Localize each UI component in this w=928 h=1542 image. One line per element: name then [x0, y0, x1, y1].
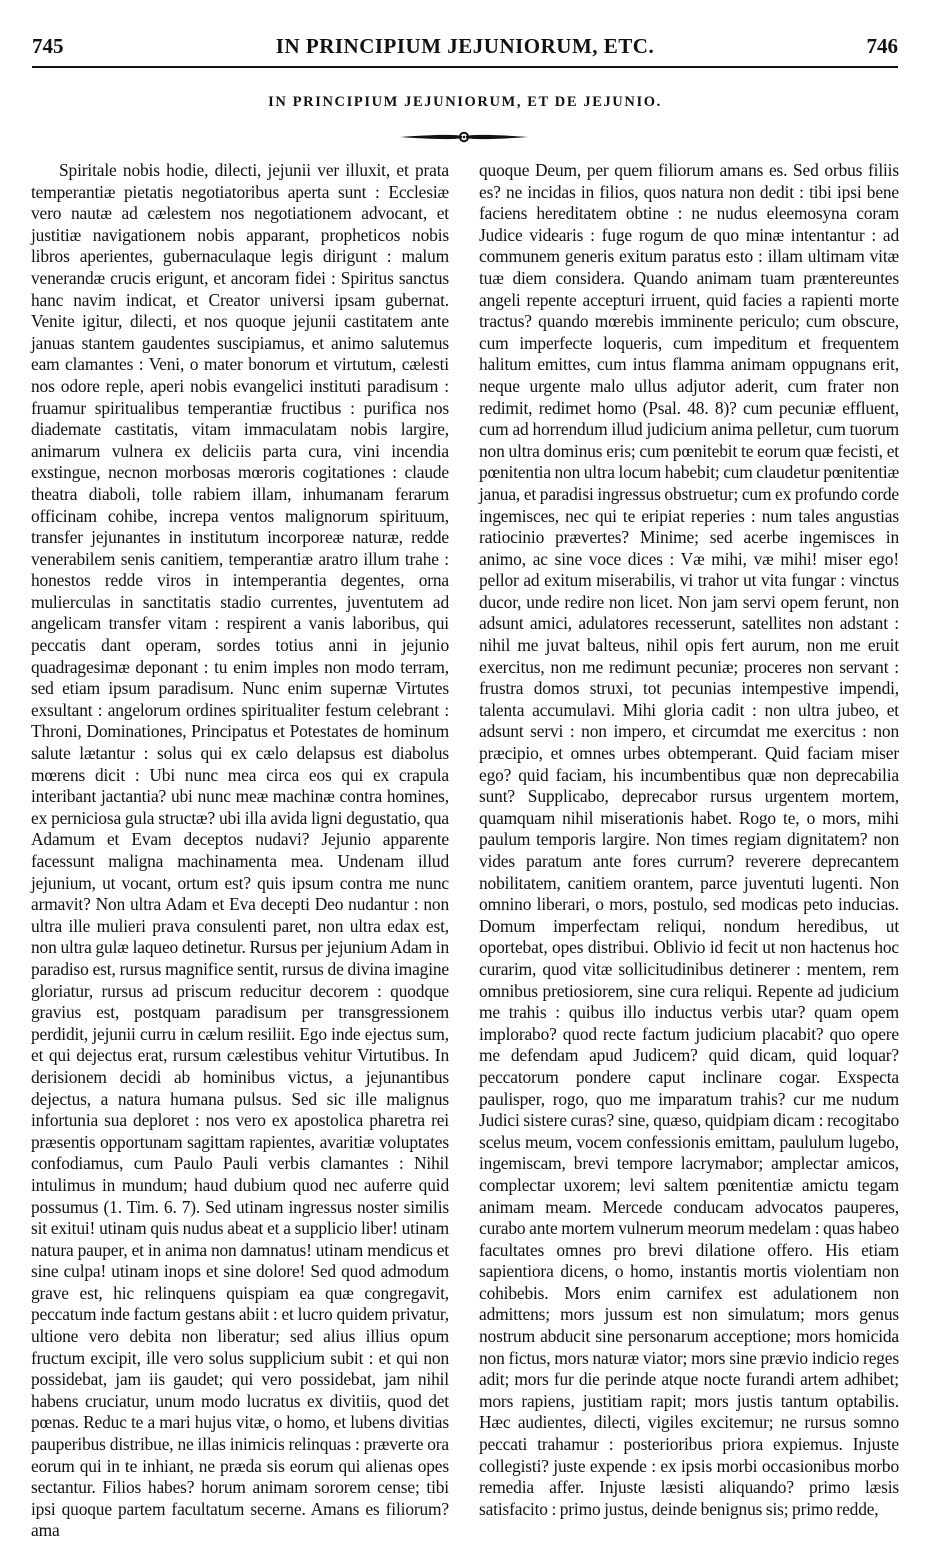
running-head — [32, 34, 898, 60]
column-right-text: quoque Deum, per quem filiorum amans es. Sed orbus filiis es? ne incidas in filios, quos natura non dedit : tibi ipsi bene faciens hereditatem obtine : ne nudus eleemosyna coram Judice videaris : fuge rogum de quo minæ intentantur : ad communem generis exitum paratus esto : illam ultimam vitæ tuæ diem considera. Quando animam tuam præntereuntes angeli repente accepturi irruent, quid facies a rapienti morte tractus? quando mœrebis imminente periculo; cum obscure, cum imperfecte loqueris, cum impeditum et frequentem halitum emittes, cum intus flamma animam oppugnans erit, neque urgente malo ullus adjutor aderit, cum frater non redimit, redimet homo (Psal. 48. 8)? cum pecuniæ effluent, cum ad horrendum illud judicium anima pelletur, cum tuorum non ultra dominus eris; cum pœnitebit te eorum quæ fecisti, et pœnitentia non ultra locum habebit; cum claudetur pœnitentiæ janua, et paradisi ingressus obstruetur; cum ex profundo corde ingemisces, nec qui te eripiat reperies : num tales angustias ratiocinio prævertes? Minime; sed acerbe ingemisces in animo, ac sine voce dices : Væ mihi, væ mihi! miser ego! pellor ad exitum miserabilis, vi trahor ut vita fungar : vinctus ducor, unde redire non licet. Non jam servi opem ferunt, non adsunt amici, adulatores recesserunt, satellites non adstant : nihil me juvat balteus, nihil opis fert aurum, non me eruit exercitus, non me redimunt pecuniæ; proceres non servant : frustra domos struxi, tot pecunias intempestive impendi, talenta accumulavi. Mihi gloria cadit : non ultra jubeo, et adsunt servi : non impero, et circumdat me exercitus : non præcipio, et omnes urbes obtemperant. Quid faciam miser ego? quid faciam, his incumbentibus quæ non deprecabilia sunt? Supplicabo, deprecabor rursus urgentem mortem, quamquam nihil miserationis habet. Rogo te, o mors, mihi paulum temporis largire. Non times regiam dignitatem? non vides paratum ante fores currum? reverere deprecantem nobilitatem, canitiem orantem, parce juventuti lugenti. Non omnino liberari, o mors, postulo, sed modicas peto inducias. Domum imperfectam reliqui, nondum heredibus, ut oportebat, opes distribui. Oblivio id fecit ut non hactenus hoc curarim, quod vitæ sollicitudinibus detinerer : mentem, rem omnibus pretiosiorem, sine cura reliqui. Repente ad judicium me trahis : quibus illo inductus verbis utar? quam opem implorabo? quod recte factum judicium placabit? quo opere me defendam apud Judicem? quid dicam, quid loquar? peccatorum pondere caput inclinare cogar. Exspecta paulisper, rogo, quo me imparatum trahis? cur me nudum Judici sistere curas? sine, quæso, quidpiam dicam : recogitabo scelus meum, vocem confessionis emittam, paululum lugebo, ingemiscam, brevi tempore lacrymabor; amplectar amicos, complectar uxorem; levi saltem pœnitentiæ amictu tegam animam meam. Mercede conducam advocatos pauperes, curabo ante mortem vulnerum meorum medelam : quas habeo facultates omnes pro brevi dilatione offero. His etiam sapientiora dicens, o homo, instantis mortis violentiam non cohibebis. Mors enim carnifex est adulationem non admittens; mors jussum est non simulatum; mors genus nostrum abducit sine personarum acceptione; mors homicida non fictus, mors naturæ viator; mors sine prævio indicio reges adit; mors fur die perinde atque nocte furandi artem adhibet; mors rapiens, justitiam rapit; mors justis tantum optabilis. Hæc audientes, dilecti, vigiles excitemur; ne rursus somno peccati trahamur : posterioribus priora expiemus. Injuste collegisti? juste expende : ex ipsis morbi occasionibus morbo remedia affer. Injuste læsisti aliquando? primo læsis satisfacito : primo justus, deinde benignus sis; primo redde, — [479, 160, 900, 1519]
column-left-text: Spiritale nobis hodie, dilecti, jejunii ver illuxit, et prata temperantiæ pietatis negotiatoribus aperta sunt : Ecclesiæ vero nautæ ad cælestem nos negotiationem advocant, et justitiæ navigationem nobis apparant, propheticos nobis libros aperientes, gubernaculaque legis dirigunt : malum venerandæ crucis erigunt, et ancoram fidei : Spiritus sanctus hanc navim indicat, et Creator universi ipsam gubernat. Venite igitur, dilecti, et nos quoque jejunii castitatem ante januas stantem gaudentes suscipiamus, et animo salutemus eam clamantes : Veni, o mater bonorum et virtutum, cælesti nos odore reple, aperi nobis evangelici instituti paradisum : fruamur spiritualibus temperantiæ fructibus : purifica nos diademate castitatis, vitam immaculatam nobis largire, animarum vulnera ex deliciis parta cura, vini incendia exstingue, necnon morbosas mœroris cogitationes : claude theatra diaboli, tolle rabiem illam, inhumanam ferarum officinam cohibe, increpa ventos malignorum spirituum, transfer jejunantes in institutum incorporeæ naturæ, redde venerabilem senis canitiem, temperantiæ aratro illum trahe : honestos redde viros in intemperantia degentes, orna mulierculas in sanctitatis stadio currentes, juventutem ad angelicam transfer vitam : respirent a vanis laboribus, qui peccatis dant operam, sordes totius anni in jejunio quadragesimæ deponant : tu enim imples non modo terram, sed etiam ipsum paradisum. Nunc enim supernæ Virtutes exsultant : angelorum ordines spiritualiter festum celebrant : Throni, Dominationes, Principatus et Potestates de hominum salute lætantur : solus qui ex cælo delapsus est diabolus mœrens dicit : Ubi nunc mea circa eos qui ex crapula interibant jactantia? ubi nunc meæ machinæ contra homines, ex perniciosa gula structæ? ubi illa avida ligni degustatio, qua Adamum et Evam deceptos nudavi? Jejunio apparente facessunt maligna machinamenta mea. Undenam illud jejunium, ut vocant, ortum est? quis ipsum contra me nunc armavit? Non ultra Adam et Eva decepti Deo nudantur : non ultra ille mulieri prava consulenti paret, non ultra edax est, non ultra gulæ laqueo detinetur. Rursus per jejunium Adam in paradiso est, rursus magnifice sentit, rursus de divina imagine gloriatur, rursus ad priscum reducitur decorem : quodque gravius est, postquam paradisum per transgressionem perdidit, jejunii curru in cælum resiliit. Ego inde ejectus sum, et qui dejectus erat, rursum cælestibus vehitur Virtutibus. In derisionem decidi ab hominibus victus, a jejunantibus dejectus, a natura humana pulsus. Sed sic ille malignus infortunia sua deploret : nos vero ex apostolica pharetra rei præsentis opportunam sagittam rapientes, avaritiæ voluptates confodiamus, cum Paulo Pauli verbis clamantes : Nihil intulimus in mundum; haud dubium quod nec auferre quid possumus (1. Tim. 6. 7). Sed utinam ingressus noster similis sit exitui! utinam quis nudus abeat et a supplicio liber! utinam natura pauper, et in anima non damnatus! utinam mendicus et sine culpa! utinam inops et sine dolore! Sed quod admodum grave est, hic relinquens quispiam ea quæ congregavit, peccatum inde factum gestans abiit : et lucro quidem privatur, ultione vero debita non liberatur; sed alius illius opum fructum excipit, ille vero solus supplicium subit : et qui non possidebat, jam iis gaudet; qui vero possidebat, jam nihil habens cruciatur, unum modo lucratus ex divitiis, quod det pœnas. Reduc te a mari hujus vitæ, o homo, et lubens divitias pauperibus distribue, ne illas inimicis relinquas : præverte ora eorum qui in te inhiant, ne præda sis eorum qui alienas opes sectantur. Filios habes? horum animam sororem cense; tibi ipsi quoque partem facultatum secerne. Amans es filiorum? ama — [31, 160, 449, 1541]
header-rule — [32, 66, 898, 68]
running-title: IN PRINCIPIUM JEJUNIORUM, ETC. — [275, 34, 655, 58]
page-number-right: 746 — [866, 34, 898, 58]
page-number-left: 745 — [32, 34, 64, 58]
article-title: IN PRINCIPIUM JEJUNIORUM, ET DE JEJUNIO. — [268, 94, 662, 110]
text-column-left — [31, 160, 449, 1541]
ornament-divider-icon — [398, 127, 530, 147]
text-column-right — [479, 160, 900, 1519]
